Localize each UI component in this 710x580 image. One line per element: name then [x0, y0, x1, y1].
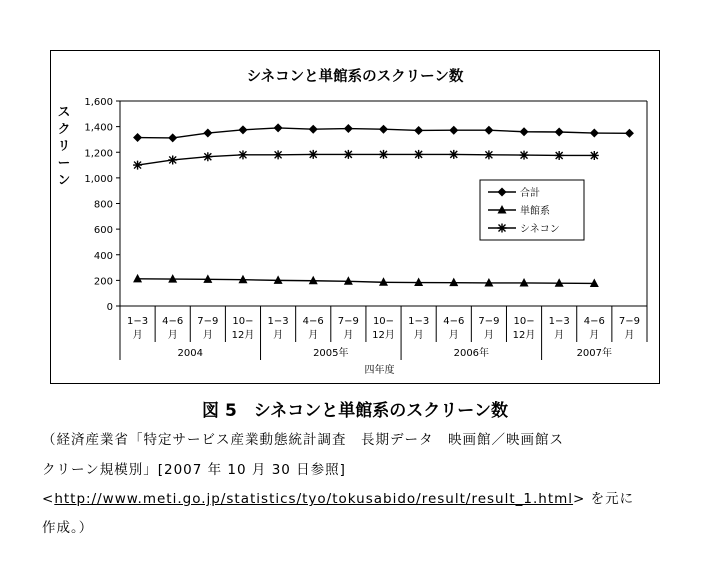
- year-label: 2005年: [313, 348, 349, 359]
- x-tick-label: 1−3: [267, 316, 289, 327]
- source-note-line1: （経済産業省「特定サービス産業動態統計調査 長期データ 映画館／映画館ス: [42, 432, 564, 448]
- y-tick-label: 1,400: [84, 122, 113, 134]
- x-tick-label: 月: [448, 330, 459, 341]
- x-tick-label: 月: [202, 330, 213, 341]
- data-point-series-1: [520, 127, 529, 136]
- x-tick-label: 月: [624, 330, 635, 341]
- data-point-series-3: [309, 150, 318, 159]
- data-point-series-3: [274, 150, 283, 159]
- data-point-series-2: [309, 276, 318, 285]
- data-point-series-1: [414, 126, 423, 135]
- y-tick-label: 200: [93, 276, 113, 288]
- legend-label-1: 合計: [520, 188, 540, 199]
- x-tick-label: 7−9: [337, 316, 359, 327]
- data-point-series-1: [379, 125, 388, 134]
- source-url[interactable]: http://www.meti.go.jp/statistics/tyo/tokusabido/result/result_1.html: [54, 491, 574, 507]
- x-tick-label: 1−3: [127, 316, 149, 327]
- data-point-series-3: [520, 151, 529, 160]
- legend-label-3: シネコン: [520, 224, 560, 235]
- y-tick-label: 1,600: [84, 97, 113, 108]
- data-point-series-1: [344, 124, 353, 133]
- data-point-series-1: [168, 133, 177, 142]
- data-point-series-2: [344, 276, 353, 285]
- x-tick-label: 12月: [512, 330, 536, 341]
- source-note-suffix: を元に: [590, 491, 635, 507]
- data-point-series-2: [484, 278, 493, 287]
- x-tick-label: 月: [554, 330, 565, 341]
- x-tick-label: 月: [413, 330, 424, 341]
- y-axis-label-char: リ: [57, 138, 71, 153]
- x-tick-label: 月: [132, 330, 143, 341]
- y-axis-label-char: ー: [57, 155, 71, 170]
- data-point-series-2: [203, 274, 212, 283]
- x-tick-label: 7−9: [618, 316, 640, 327]
- source-note-line2: クリーン規模別」[2007 年 10 月 30 日参照]: [42, 462, 346, 478]
- data-point-series-3: [344, 150, 353, 159]
- data-point-series-3: [414, 150, 423, 159]
- legend-marker-3: [498, 224, 507, 233]
- data-point-series-2: [520, 278, 529, 287]
- data-point-series-1: [133, 133, 142, 142]
- x-tick-label: 月: [167, 330, 178, 341]
- x-tick-label: 12月: [372, 330, 395, 341]
- data-point-series-2: [449, 278, 458, 287]
- data-point-series-1: [625, 129, 634, 138]
- x-tick-label: 10−: [232, 316, 254, 327]
- x-tick-label: 1−3: [408, 316, 430, 327]
- x-tick-label: 10−: [372, 316, 395, 327]
- data-point-series-2: [133, 274, 142, 283]
- data-point-series-3: [449, 150, 458, 159]
- chart-title: シネコンと単館系のスクリーン数: [246, 69, 464, 85]
- x-axis-label: 四年度: [364, 365, 395, 376]
- x-tick-label: 7−9: [478, 316, 500, 327]
- y-tick-label: 1,000: [84, 173, 113, 185]
- data-point-series-2: [555, 278, 564, 287]
- data-point-series-3: [168, 155, 177, 164]
- x-tick-label: 4−6: [302, 316, 324, 327]
- data-point-series-2: [238, 275, 247, 284]
- figure-caption: 図 5 シネコンと単館系のスクリーン数: [202, 401, 508, 421]
- y-tick-label: 1,200: [84, 148, 113, 160]
- data-point-series-3: [484, 150, 493, 159]
- y-tick-label: 600: [93, 225, 113, 237]
- x-tick-label: 月: [308, 330, 319, 341]
- x-tick-label: 月: [273, 330, 284, 341]
- year-label: 2007年: [576, 348, 613, 359]
- data-point-series-3: [555, 151, 564, 160]
- data-point-series-3: [379, 150, 388, 159]
- x-tick-label: 月: [589, 330, 600, 341]
- data-point-series-1: [309, 125, 318, 134]
- data-point-series-1: [274, 123, 283, 132]
- data-point-series-1: [590, 129, 599, 138]
- legend-label-2: 単館系: [520, 206, 550, 217]
- y-tick-label: 400: [93, 250, 113, 262]
- data-point-series-1: [449, 126, 458, 135]
- x-tick-label: 月: [483, 330, 494, 341]
- y-tick-label: 0: [106, 302, 113, 313]
- data-point-series-1: [238, 125, 247, 134]
- y-axis-label-char: ス: [57, 104, 71, 119]
- data-point-series-1: [555, 128, 564, 137]
- data-point-series-1: [484, 126, 493, 135]
- year-label: 2006年: [453, 348, 490, 359]
- year-label: 2004: [177, 348, 203, 359]
- x-tick-label: 12月: [231, 330, 255, 341]
- data-point-series-3: [133, 161, 142, 170]
- x-tick-label: 1−3: [548, 316, 570, 327]
- data-point-series-3: [203, 152, 212, 161]
- x-tick-label: 4−6: [162, 316, 184, 327]
- x-tick-label: 4−6: [583, 316, 605, 327]
- data-point-series-1: [203, 129, 212, 138]
- source-note-line4: 作成。）: [42, 520, 94, 536]
- data-point-series-2: [168, 274, 177, 283]
- x-tick-label: 10−: [513, 316, 535, 327]
- y-axis-label-char: ン: [57, 172, 71, 187]
- data-point-series-2: [414, 278, 423, 287]
- data-point-series-3: [590, 151, 599, 160]
- data-point-series-3: [238, 150, 247, 159]
- y-tick-label: 800: [93, 199, 113, 211]
- x-tick-label: 7−9: [197, 316, 219, 327]
- data-point-series-2: [590, 278, 599, 287]
- y-axis-label-char: ク: [57, 121, 71, 136]
- source-note-line3: <http://www.meti.go.jp/statistics/tyo/tokusabido/result/result_1.html> を元に: [42, 491, 635, 507]
- x-tick-label: 4−6: [443, 316, 465, 327]
- x-tick-label: 月: [343, 330, 354, 341]
